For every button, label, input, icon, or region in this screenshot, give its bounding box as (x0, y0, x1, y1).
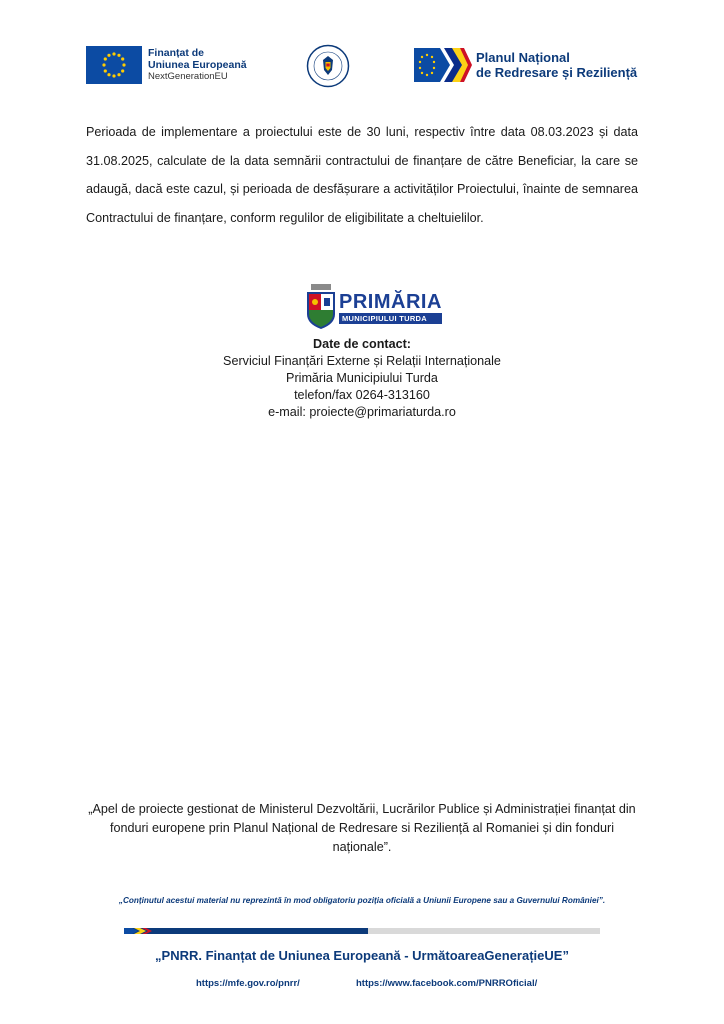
turda-coat-of-arms-icon (305, 284, 337, 330)
funding-call-statement: „Apel de proiecte gestionat de Ministerul Dezvoltării, Lucrărilor Publice și Administrației finanțat din fonduri europene prin Planul Național de Redresare si Reziliență al Romaniei și din fonduri naționale”. (88, 802, 636, 854)
eu-logo-line2: Uniunea Europeană (148, 59, 247, 71)
contact-heading: Date de contact: (313, 337, 411, 351)
pnrr-logo-line1: Planul Național (476, 50, 570, 65)
pnrr-logo-line2: de Redresare și Reziliență (476, 65, 638, 80)
contact-email[interactable]: e-mail: proiecte@primariaturda.ro (268, 405, 456, 419)
eu-funding-logo (86, 46, 247, 84)
contact-department: Serviciul Finanțări Externe și Relații Internaționale (223, 354, 501, 368)
pnrr-logo (414, 48, 637, 82)
primaria-title: PRIMĂRIA (339, 291, 442, 313)
mfe-pnrr-link[interactable]: https://mfe.gov.ro/pnrr/ (196, 978, 300, 989)
flag-divider-bar (124, 928, 600, 934)
contact-block (162, 336, 562, 421)
contact-institution: Primăria Municipiului Turda (286, 371, 438, 385)
contact-phone: telefon/fax 0264-313160 (294, 388, 430, 402)
eu-flag-icon (86, 46, 142, 84)
implementation-period-paragraph: Perioada de implementare a proiectului este de 30 luni, respectiv între data 08.03.2023 și data 31.08.2025, calculate de la data semnării contractului de finanțare de către Beneficiar, la care se adaugă, dacă este cazul, și perioada de desfășurare a activităților Proiectului, înainte de semnarea Contractului de finanțare, conform regulilor de eligibilitate a cheltuielilor. (86, 125, 638, 225)
pnrr-slogan: „PNRR. Finanțat de Uniunea Europeană - UrmătoareaGenerațieUE” (155, 948, 569, 963)
eu-disclaimer: „Conținutul acestui material nu reprezintă în mod obligatoriu poziția oficială a Uniunii Europene sau a Guvernului României”. (118, 896, 606, 905)
government-seal-icon (306, 44, 350, 88)
eu-logo-line1: Finanțat de (148, 47, 205, 59)
pnrr-flag-arrow-icon (414, 48, 472, 82)
primaria-subtitle: MUNICIPIULUI TURDA (339, 313, 442, 324)
facebook-pnrr-link[interactable]: https://www.facebook.com/PNRROficial/ (356, 978, 538, 989)
primaria-turda-logo (305, 284, 442, 330)
eu-logo-line3: NextGenerationEU (148, 71, 228, 82)
